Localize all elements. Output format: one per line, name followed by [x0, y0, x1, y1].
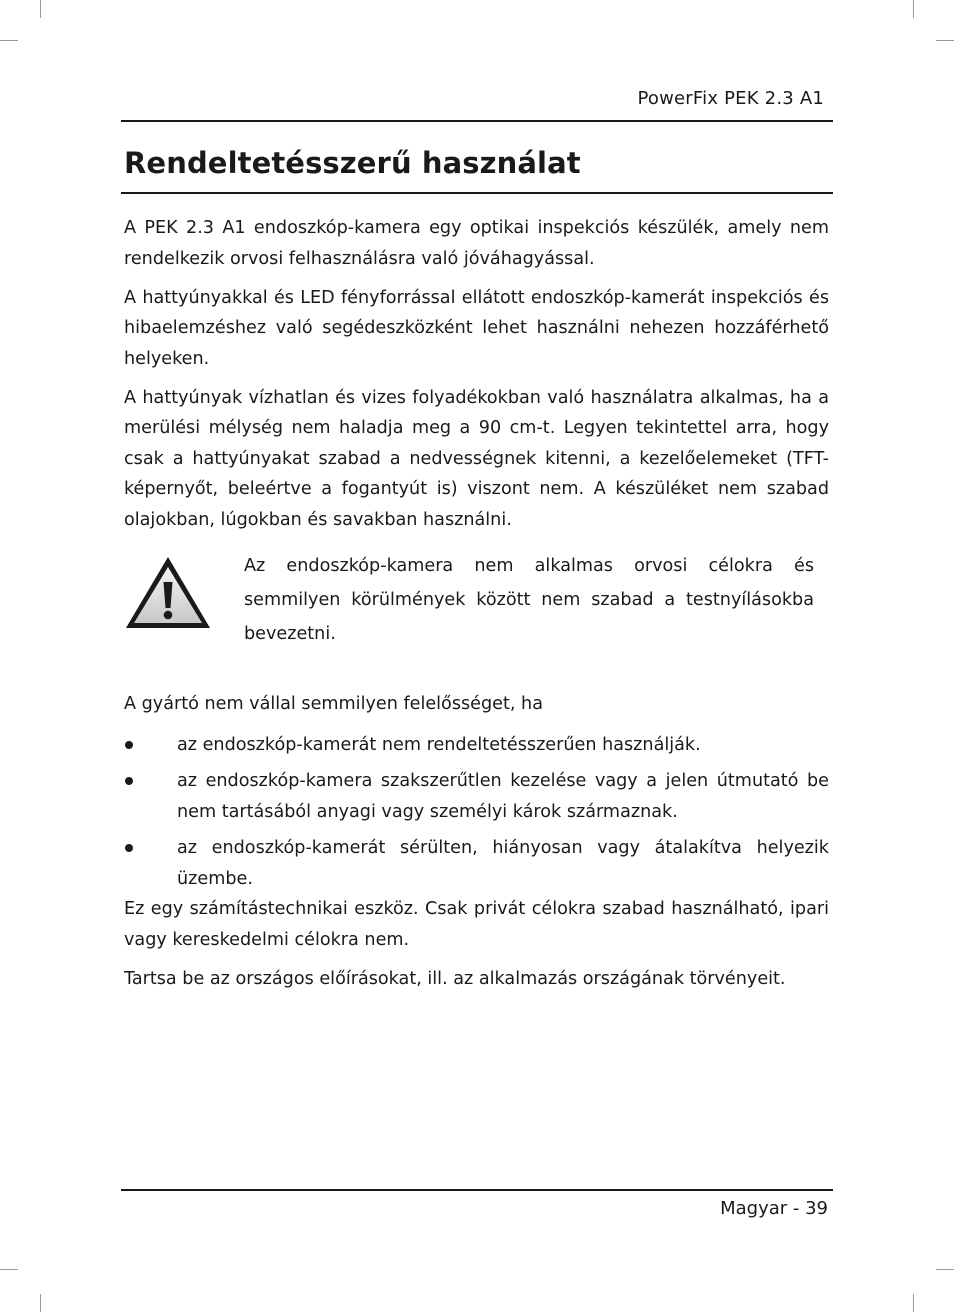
list-item — [124, 730, 829, 761]
title-rule — [121, 192, 833, 194]
crop-mark — [913, 1294, 914, 1312]
list-item-text: az endoszkóp-kamera szakszerűtlen kezelése vagy a jelen útmutató be nem tartásából anyagi vagy személyi károk származnak. — [177, 771, 829, 822]
list-item-text: az endoszkóp-kamerát nem rendeltetésszerűen használják. — [177, 734, 701, 755]
crop-mark — [40, 1294, 41, 1312]
footer-rule — [121, 1189, 833, 1191]
page-number: Magyar - 39 — [720, 1198, 828, 1219]
bullet-icon — [125, 777, 133, 785]
crop-mark — [936, 40, 954, 41]
paragraph: A PEK 2.3 A1 endoszkóp-kamera egy optikai inspekciós készülék, amely nem rendelkezik orvosi felhasználásra való jóváhagyással. — [124, 218, 829, 269]
paragraph: A hattyúnyak vízhatlan és vizes folyadékokban való használatra alkalmas, ha a merülési mélység nem haladja meg a 90 cm-t. Legyen tekintettel arra, hogy csak a hattyúnyakat szabad a nedvességnek kitenni, a kezelőelemeket (TFT-képernyőt, beleértve a fogantyút is) viszont nem. A készüléket nem szabad olajokban, lúgokban és savakban használni. — [124, 387, 829, 530]
liability-list — [124, 730, 829, 895]
crop-mark — [936, 1269, 954, 1270]
bullet-icon — [125, 844, 133, 852]
paragraph: Tartsa be az országos előírásokat, ill. az alkalmazás országának törvényeit. — [124, 968, 786, 989]
crop-mark — [0, 40, 18, 41]
warning-triangle-icon — [124, 554, 212, 632]
list-item — [124, 833, 829, 894]
crop-mark — [40, 0, 41, 18]
header-rule — [121, 120, 833, 122]
paragraph: A hattyúnyakkal és LED fényforrással ellátott endoszkóp-kamerát inspekciós és hibaelemzéshez való segédeszközként lehet használni nehezen hozzáférhető helyeken. — [124, 287, 829, 369]
body-content — [124, 213, 829, 1003]
bullet-icon — [125, 741, 133, 749]
paragraph: Ez egy számítástechnikai eszköz. Csak privát célokra szabad használható, ipari vagy kereskedelmi célokra nem. — [124, 899, 829, 950]
section-title: Rendeltetésszerű használat — [124, 146, 581, 180]
list-item — [124, 766, 829, 827]
warning-text: Az endoszkóp-kamera nem alkalmas orvosi célokra és semmilyen körülmények között nem szabad a testnyílásokba bevezetni. — [244, 556, 814, 644]
crop-mark — [0, 1269, 18, 1270]
crop-mark — [913, 0, 914, 18]
list-item-text: az endoszkóp-kamerát sérülten, hiányosan vagy átalakítva helyezik üzembe. — [177, 838, 829, 889]
running-header: PowerFix PEK 2.3 A1 — [637, 88, 824, 109]
liability-intro: A gyártó nem vállal semmilyen felelősséget, ha — [124, 694, 543, 714]
warning-box — [124, 549, 829, 651]
